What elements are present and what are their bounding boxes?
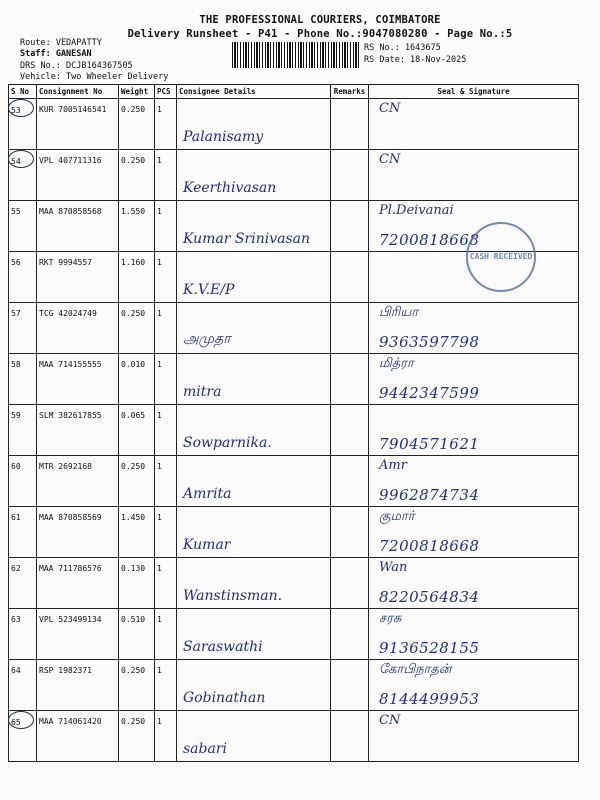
cell-consignee (177, 405, 331, 456)
cell-weight-text: 0.250 (121, 666, 146, 675)
cell-remarks (331, 303, 369, 354)
cell-weight-text: 0.250 (121, 105, 146, 114)
cell-remarks (331, 609, 369, 660)
col-remarks: Remarks (331, 85, 369, 99)
cell-remarks (331, 711, 369, 762)
table-row (9, 150, 579, 201)
consignee-handwritten-name: Kumar (183, 537, 231, 553)
receiver-signature: மித்ரா (379, 356, 414, 371)
cell-pcs (155, 201, 177, 252)
cell-pcs (155, 558, 177, 609)
cell-pcs-text: 1 (157, 105, 162, 114)
col-consignee: Consignee Details (177, 85, 331, 99)
cell-weight (119, 150, 155, 201)
cell-pcs-text: 1 (157, 258, 162, 267)
cell-weight-text: 1.550 (121, 207, 146, 216)
cell-weight-text: 0.250 (121, 462, 146, 471)
cell-weight (119, 303, 155, 354)
cell-weight-text: 0.510 (121, 615, 146, 624)
cell-pcs-text: 1 (157, 513, 162, 522)
cell-weight (119, 711, 155, 762)
cell-sno (9, 150, 37, 201)
cell-sno (9, 99, 37, 150)
staff-label: Staff: GANESAN (20, 49, 92, 59)
cell-consignment-text: MTR 2692168 (39, 462, 92, 471)
cell-sno-text: 60 (11, 462, 21, 471)
receiver-signature: Amr (379, 458, 407, 473)
cell-consignment (37, 507, 119, 558)
cell-consignee (177, 150, 331, 201)
cell-sno-text: 64 (11, 666, 21, 675)
cell-weight (119, 507, 155, 558)
cell-weight-text: 0.250 (121, 156, 146, 165)
consignee-handwritten-name: Wanstinsman. (183, 588, 283, 604)
cell-consignment (37, 201, 119, 252)
cell-remarks (331, 405, 369, 456)
cell-sno-text: 62 (11, 564, 21, 573)
cell-weight (119, 354, 155, 405)
cell-remarks (331, 150, 369, 201)
cell-signature (369, 354, 579, 405)
cell-consignment (37, 711, 119, 762)
consignee-handwritten-name: Keerthivasan (183, 180, 277, 196)
cell-pcs (155, 507, 177, 558)
cell-weight (119, 201, 155, 252)
consignee-handwritten-name: Palanisamy (183, 129, 264, 145)
cell-signature (369, 303, 579, 354)
table-row (9, 99, 579, 150)
cell-consignment-text: RSP 1982371 (39, 666, 92, 675)
cell-consignee (177, 609, 331, 660)
receiver-signature: CN (379, 152, 401, 167)
cell-consignment (37, 354, 119, 405)
cell-consignment (37, 252, 119, 303)
cell-consignment-text: SLM 382617855 (39, 411, 102, 420)
consignee-handwritten-name: K.V.E/P (183, 282, 235, 298)
cell-consignment-text: MAA 714155555 (39, 360, 102, 369)
cell-signature (369, 150, 579, 201)
receiver-signature: Wan (379, 560, 408, 575)
receiver-signature: குமார் (379, 509, 415, 524)
receiver-signature: CN (379, 101, 401, 116)
cell-weight-text: 0.250 (121, 717, 146, 726)
table-row (9, 354, 579, 405)
col-seal-signature: Seal & Signature (369, 85, 579, 99)
cash-received-stamp: CASH RECEIVED (466, 222, 536, 292)
cell-sno-text: 54 (8, 150, 34, 168)
cell-consignee (177, 558, 331, 609)
cell-signature (369, 711, 579, 762)
cell-pcs-text: 1 (157, 207, 162, 216)
table-row (9, 558, 579, 609)
consignee-handwritten-name: Saraswathi (183, 639, 263, 655)
route-label: Route: VEDAPATTY (20, 38, 102, 48)
cell-sno-text: 59 (11, 411, 21, 420)
cell-consignment-text: RKT 9994557 (39, 258, 92, 267)
cell-consignment-text: MAA 714061420 (39, 717, 102, 726)
cell-sno (9, 303, 37, 354)
cell-weight (119, 660, 155, 711)
receiver-phone: 8220564834 (379, 588, 480, 606)
cell-pcs (155, 456, 177, 507)
table-row (9, 609, 579, 660)
receiver-phone: 7200818668 (379, 231, 480, 249)
cell-sno (9, 558, 37, 609)
receiver-phone: 9363597798 (379, 333, 480, 351)
cell-weight (119, 405, 155, 456)
cell-remarks (331, 354, 369, 405)
cell-weight (119, 609, 155, 660)
cell-signature (369, 558, 579, 609)
cell-consignment-text: VPL 523499134 (39, 615, 102, 624)
rs-number: RS No.: 1643675 (364, 43, 441, 53)
consignee-handwritten-name: Kumar Srinivasan (183, 231, 310, 247)
cell-sno-text: 58 (11, 360, 21, 369)
cell-weight-text: 0.130 (121, 564, 146, 573)
receiver-signature: Pl.Deivanai (379, 203, 454, 218)
rs-date: RS Date: 18-Nov-2025 (364, 55, 467, 65)
consignee-handwritten-name: Sowparnika. (183, 435, 272, 451)
cell-consignment-text: VPL 407711316 (39, 156, 102, 165)
cell-consignee (177, 252, 331, 303)
cell-consignment (37, 609, 119, 660)
table-header-row (9, 85, 579, 99)
cell-sno (9, 252, 37, 303)
cell-remarks (331, 252, 369, 303)
cell-consignee (177, 711, 331, 762)
cell-pcs-text: 1 (157, 156, 162, 165)
cell-consignee (177, 303, 331, 354)
cell-pcs (155, 609, 177, 660)
cell-signature (369, 456, 579, 507)
receiver-signature: சரசு (379, 611, 402, 626)
cell-sno (9, 405, 37, 456)
delivery-table (8, 84, 579, 762)
cell-consignment (37, 405, 119, 456)
cell-signature (369, 99, 579, 150)
cell-consignment-text: MAA 870858569 (39, 513, 102, 522)
cell-consignment (37, 150, 119, 201)
table-row (9, 660, 579, 711)
cell-sno-text: 53 (8, 99, 34, 117)
cell-pcs-text: 1 (157, 462, 162, 471)
col-consignment: Consignment No (37, 85, 119, 99)
consignee-handwritten-name: அமுதா (183, 331, 231, 347)
table-row (9, 405, 579, 456)
receiver-phone: 9136528155 (379, 639, 480, 657)
col-weight: Weight (119, 85, 155, 99)
cell-remarks (331, 507, 369, 558)
cell-consignee (177, 99, 331, 150)
cell-consignment-text: MAA 711786576 (39, 564, 102, 573)
cell-sno (9, 609, 37, 660)
cell-remarks (331, 456, 369, 507)
receiver-signature: கோபிநாதன் (379, 662, 452, 677)
cell-sno (9, 660, 37, 711)
consignee-handwritten-name: mitra (183, 384, 222, 400)
table-row (9, 507, 579, 558)
cell-sno-text: 61 (11, 513, 21, 522)
cell-sno-text: 56 (11, 258, 21, 267)
cell-pcs-text: 1 (157, 564, 162, 573)
receiver-phone: 9962874734 (379, 486, 480, 504)
cell-sno-text: 55 (11, 207, 21, 216)
cell-sno-text: 65 (8, 711, 34, 729)
cell-consignment-text: TCG 42024749 (39, 309, 97, 318)
cell-pcs-text: 1 (157, 666, 162, 675)
cell-consignee (177, 456, 331, 507)
cell-pcs (155, 711, 177, 762)
cell-remarks (331, 99, 369, 150)
cell-pcs (155, 354, 177, 405)
barcode-icon (232, 42, 360, 68)
cell-sno (9, 507, 37, 558)
cell-sno-text: 57 (11, 309, 21, 318)
cell-pcs (155, 252, 177, 303)
table-row (9, 303, 579, 354)
cell-consignment (37, 99, 119, 150)
cell-consignment (37, 456, 119, 507)
cell-signature (369, 507, 579, 558)
cell-consignment-text: KUR 7005146541 (39, 105, 107, 114)
cell-consignee (177, 507, 331, 558)
cell-sno (9, 201, 37, 252)
cell-weight (119, 252, 155, 303)
cell-sno (9, 711, 37, 762)
cell-remarks (331, 201, 369, 252)
cell-signature (369, 660, 579, 711)
cell-weight-text: 0.065 (121, 411, 146, 420)
cell-consignee (177, 201, 331, 252)
cell-consignment (37, 558, 119, 609)
cell-signature (369, 405, 579, 456)
table-row (9, 711, 579, 762)
cell-pcs-text: 1 (157, 309, 162, 318)
cell-pcs-text: 1 (157, 615, 162, 624)
cell-pcs (155, 405, 177, 456)
cell-pcs (155, 99, 177, 150)
col-pcs: PCS (155, 85, 177, 99)
col-sno: S No (9, 85, 37, 99)
cell-pcs (155, 303, 177, 354)
cell-consignment (37, 303, 119, 354)
cell-signature (369, 609, 579, 660)
receiver-phone: 8144499953 (379, 690, 480, 708)
cell-weight (119, 456, 155, 507)
cell-consignee (177, 660, 331, 711)
consignee-handwritten-name: Gobinathan (183, 690, 266, 706)
consignee-handwritten-name: Amrita (183, 486, 232, 502)
consignee-handwritten-name: sabari (183, 741, 228, 757)
cell-sno (9, 456, 37, 507)
receiver-phone: 7904571621 (379, 435, 480, 453)
cell-sno (9, 354, 37, 405)
receiver-signature: பிரியா (379, 305, 419, 320)
vehicle-label: Vehicle: Two Wheeler Delivery (20, 72, 169, 82)
receiver-phone: 7200818668 (379, 537, 480, 555)
table-row (9, 456, 579, 507)
cell-consignment-text: MAA 870858568 (39, 207, 102, 216)
cell-pcs-text: 1 (157, 360, 162, 369)
cell-pcs-text: 1 (157, 717, 162, 726)
cell-weight-text: 1.450 (121, 513, 146, 522)
cell-weight (119, 558, 155, 609)
cell-remarks (331, 558, 369, 609)
cell-pcs (155, 150, 177, 201)
cell-weight-text: 0.250 (121, 309, 146, 318)
cell-weight-text: 1.160 (121, 258, 146, 267)
cell-consignee (177, 354, 331, 405)
cell-pcs-text: 1 (157, 411, 162, 420)
receiver-signature: CN (379, 713, 401, 728)
company-title: THE PROFESSIONAL COURIERS, COIMBATORE (199, 14, 441, 26)
cell-consignment (37, 660, 119, 711)
cell-remarks (331, 660, 369, 711)
cell-pcs (155, 660, 177, 711)
cell-weight-text: 0.010 (121, 360, 146, 369)
cell-weight (119, 99, 155, 150)
drs-number: DRS No.: DCJB164367505 (20, 61, 133, 71)
receiver-phone: 9442347599 (379, 384, 480, 402)
cell-sno-text: 63 (11, 615, 21, 624)
runsheet-subtitle: Delivery Runsheet - P41 - Phone No.:9047080280 - Page No.:5 (127, 28, 513, 40)
